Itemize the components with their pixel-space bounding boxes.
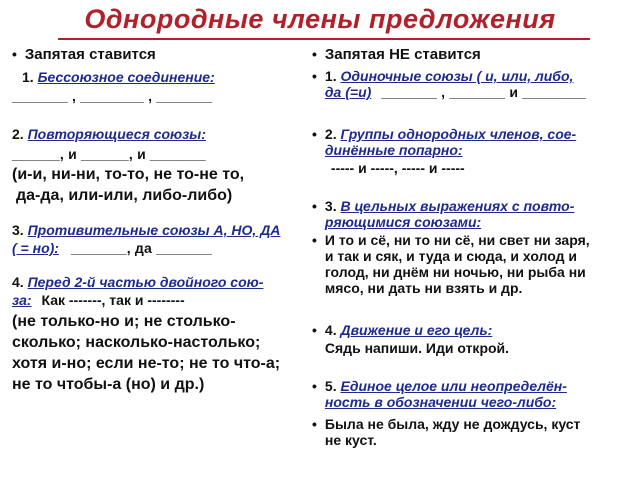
bullet-icon: •: [312, 378, 317, 394]
left-item-4-num: 4.: [12, 274, 24, 290]
right-item-5-label: Единое целое или неопределён-: [340, 378, 567, 394]
right-item-5-examples: Была не была, жду не дождусь, куст: [324, 416, 581, 432]
right-heading: [312, 46, 634, 63]
left-item-1: [12, 69, 308, 85]
right-item-3-label: В цельных выражениях с повто-: [340, 198, 575, 214]
left-item-4-examples: (не только-но и; не столько-: [12, 313, 236, 330]
right-item-5-examples-2: не куст.: [324, 432, 377, 448]
left-item-2: [12, 126, 308, 142]
right-item-5-examples-row: [312, 416, 634, 448]
left-item-3-row: [12, 240, 308, 256]
right-item-1: [312, 68, 634, 100]
left-item-2-examples-2: да-да, или-или, либо-либо): [16, 187, 233, 204]
right-item-4-num: 4.: [324, 322, 337, 338]
left-item-4-examples-2: сколько; насколько-настолько;: [12, 334, 261, 351]
right-item-3-label-2: ряющимися союзами:: [324, 214, 482, 230]
left-item-1-line: _______ , ________ , _______: [12, 88, 213, 104]
right-item-3-examples-4: мясо, ни дать ни взять и др.: [324, 280, 523, 296]
right-item-4-examples: Сядь напиши. Иди открой.: [324, 340, 510, 356]
left-item-3-label: Противительные союзы А, НО, ДА: [27, 222, 281, 238]
right-item-1-label: Одиночные союзы ( и, или, либо,: [340, 68, 574, 84]
right-column: [312, 46, 634, 448]
right-item-1-label-2: да (=и): [324, 84, 372, 100]
left-heading-text: Запятая ставится: [24, 46, 156, 63]
left-item-2-label: Повторяющиеся союзы:: [27, 126, 206, 142]
right-item-2-label: Группы однородных членов, сое-: [340, 126, 577, 142]
left-item-4-row: [12, 292, 308, 308]
left-item-3-label-2: ( = но):: [12, 240, 59, 256]
left-heading: [12, 46, 308, 63]
left-column: [12, 46, 308, 395]
bullet-icon: •: [312, 46, 317, 62]
right-item-2: [312, 126, 634, 176]
right-item-2-num: 2.: [324, 126, 337, 142]
title-underline: [58, 38, 590, 40]
left-item-2-line: ______, и ______, и _______: [12, 146, 206, 162]
right-item-5: [312, 378, 634, 410]
right-item-3-num: 3.: [324, 198, 337, 214]
bullet-icon: •: [312, 198, 317, 214]
right-item-4: [312, 322, 634, 356]
left-item-3-num: 3.: [12, 222, 24, 238]
right-item-3-examples-3: голод, ни днём ни ночью, ни рыба ни: [324, 264, 586, 280]
left-item-4: [12, 274, 308, 290]
right-item-2-line: ----- и -----, ----- и -----: [330, 160, 465, 176]
right-item-4-label: Движение и его цель:: [340, 322, 493, 338]
right-item-2-label-2: динённые попарно:: [324, 142, 463, 158]
left-item-4-label: Перед 2-й частью двойного сою-: [27, 274, 264, 290]
bullet-icon: •: [312, 232, 317, 248]
bullet-icon: •: [312, 322, 317, 338]
left-item-2-num: 2.: [12, 126, 24, 142]
right-heading-text: Запятая НЕ ставится: [324, 46, 481, 63]
page-title: Однородные члены предложения: [84, 4, 556, 34]
right-item-3-examples-row: [312, 232, 634, 296]
left-item-4-line: Как -------, так и --------: [41, 292, 185, 308]
left-item-1-num: 1.: [22, 69, 34, 85]
right-item-3-examples-2: и так и сяк, и туда и сюда, и холод и: [324, 248, 577, 264]
bullet-icon: •: [312, 68, 317, 84]
left-item-2-examples: (и-и, ни-ни, то-то, не то-не то,: [12, 166, 245, 183]
right-item-5-label-2: ность в обозначении чего-либо:: [324, 394, 557, 410]
bullet-icon: •: [312, 126, 317, 142]
bullet-icon: •: [12, 46, 17, 62]
right-item-5-num: 5.: [324, 378, 337, 394]
right-item-3-examples: И то и сё, ни то ни сё, ни свет ни заря,: [324, 232, 590, 248]
right-item-3: [312, 198, 634, 230]
left-item-3-line: _______, да _______: [70, 240, 212, 256]
left-item-3: [12, 222, 308, 238]
right-item-1-num: 1.: [324, 68, 337, 84]
left-item-1-label: Бессоюзное соединение:: [37, 69, 215, 85]
bullet-icon: •: [312, 416, 317, 432]
left-item-4-label-2: за:: [12, 292, 32, 308]
left-item-4-examples-3: хотя и-но; если не-то; не то что-а;: [12, 355, 281, 372]
left-item-4-examples-4: не то чтобы-а (но) и др.): [12, 376, 205, 393]
right-item-1-line: _______ , _______ и ________: [381, 84, 587, 100]
